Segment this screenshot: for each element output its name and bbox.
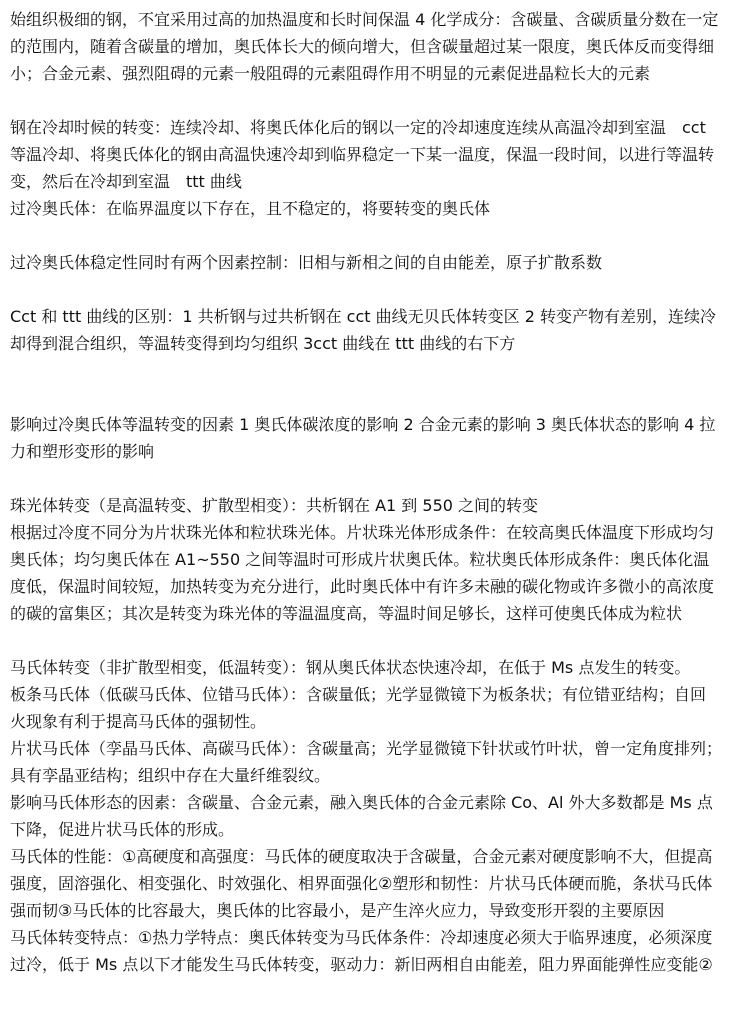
text-line: 的范围内，随着含碳量的增加，奥氏体长大的倾向增大，但含碳量超过某一限度，奥氏体反而变得细 [10,37,715,56]
text-line: 的碳的富集区；其次是转变为珠光体的等温温度高，等温时间足够长，这样可使奥氏体成为粒状 [10,604,683,623]
text-line: 具有孪晶亚结构；组织中存在大量纤维裂纹。 [10,766,331,785]
text-line: 力和塑形变形的影响 [10,442,155,461]
text-line: 度低，保温时间较短，加热转变为充分进行，此时奥氏体中有许多未融的碳化物或许多微小的高浓度 [10,577,715,596]
text-line: 变，然后在冷却到室温 ttt 曲线 [10,172,242,191]
text-line: 等温冷却、将奥氏体化的钢由高温快速冷却到临界稳定一下某一温度，保温一段时间，以进行等温转 [10,145,715,164]
text-line: 奥氏体；均匀奥氏体在 A1~550 之间等温时可形成片状奥氏体。粒状奥氏体形成条件：奥氏体化温 [10,550,710,569]
text-line: 片状马氏体（孪晶马氏体、高碳马氏体）：含碳量高；光学显微镜下针状或竹叶状，曾一定角度排列； [10,739,723,758]
text-line: Cct 和 ttt 曲线的区别：1 共析钢与过共析钢在 cct 曲线无贝氏体转变区 2 转变产物有差别，连续冷 [10,307,716,326]
text-line: 过冷奥氏体：在临界温度以下存在，且不稳定的，将要转变的奥氏体 [10,199,491,218]
text-line: 影响过冷奥氏体等温转变的因素 1 奥氏体碳浓度的影响 2 合金元素的影响 3 奥氏体状态的影响 4 拉 [10,415,716,434]
text-line: 强度，固溶强化、相变强化、时效强化、相界面强化②塑形和韧性：片状马氏体硬而脆，条状马氏体 [10,874,713,893]
text-line: 根据过冷度不同分为片状珠光体和粒状珠光体。片状珠光体形成条件：在较高奥氏体温度下形成均匀 [10,523,715,542]
text-line: 珠光体转变（是高温转变、扩散型相变）：共析钢在 A1 到 550 之间的转变 [10,496,539,515]
text-line: 火现象有利于提高马氏体的强韧性。 [10,712,267,731]
text-line: 却得到混合组织，等温转变得到均匀组织 3cct 曲线在 ttt 曲线的右下方 [10,334,516,353]
text-line: 影响马氏体形态的因素：含碳量、合金元素，融入奥氏体的合金元素除 Co、Al 外大多数都是 Ms 点 [10,793,713,812]
text-line: 板条马氏体（低碳马氏体、位错马氏体）：含碳量低；光学显微镜下为板条状；有位错亚结构；自回 [10,685,707,704]
text-line: 下降，促进片状马氏体的形成。 [10,820,235,839]
text-line: 始组织极细的钢，不宜采用过高的加热温度和长时间保温 4 化学成分：含碳量、含碳质量分数在一定 [10,10,719,29]
text-line: 过冷，低于 Ms 点以下才能发生马氏体转变，驱动力：新旧两相自由能差，阻力界面能弹性应变能② [10,955,713,974]
text-line: 强而韧③马氏体的比容最大，奥氏体的比容最小，是产生淬火应力，导致变形开裂的主要原因 [10,901,665,920]
paragraph-gap [10,357,726,384]
paragraph-gap [10,87,726,114]
text-line: 钢在冷却时候的转变：连续冷却、将奥氏体化后的钢以一定的冷却速度连续从高温冷却到室温 cct [10,118,706,137]
text-line: 马氏体转变特点：①热力学特点：奥氏体转变为马氏体条件：冷却速度必须大于临界速度，必须深度 [10,928,713,947]
text-line: 马氏体的性能：①高硬度和高强度：马氏体的硬度取决于含碳量，合金元素对硬度影响不大，但提高 [10,847,713,866]
paragraph-gap [10,384,726,411]
paragraph-gap [10,627,726,654]
document-page [10,6,726,1006]
paragraph-gap [10,465,726,492]
text-line: 小；合金元素、强烈阻碍的元素一般阻碍的元素阻碍作用不明显的元素促进晶粒长大的元素 [10,64,651,83]
paragraph-gap [10,222,726,249]
text-line: 马氏体转变（非扩散型相变，低温转变）：钢从奥氏体状态快速冷却，在低于 Ms 点发生的转变。 [10,658,691,677]
text-line: 过冷奥氏体稳定性同时有两个因素控制：旧相与新相之间的自由能差，原子扩散系数 [10,253,603,272]
paragraph-gap [10,276,726,303]
